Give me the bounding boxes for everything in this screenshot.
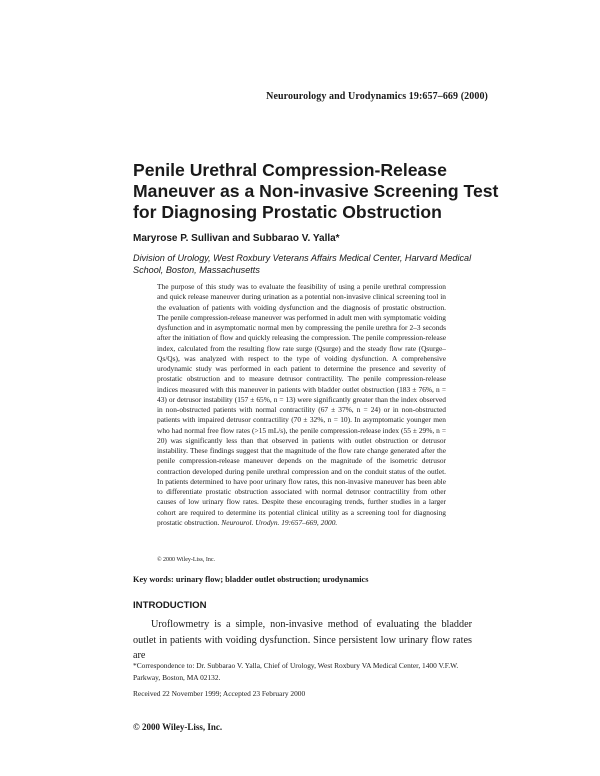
introduction-text: Uroflowmetry is a simple, non-invasive method of evaluating the bladder outlet in patients with voiding dysfunction. Since persistent low urinary flow rates are (133, 619, 472, 661)
abstract (157, 282, 446, 528)
copyright-text: 2000 Wiley-Liss, Inc. (141, 722, 223, 732)
correspondence-footnote: *Correspondence to: Dr. Subbarao V. Yalla, Chief of Urology, West Roxbury VA Medical Center, 1400 V.F.W. Parkway, Boston, MA 02132. (133, 661, 459, 682)
copyright-symbol: © (133, 722, 140, 732)
keywords: Key words: urinary flow; bladder outlet obstruction; urodynamics (133, 575, 369, 584)
journal-reference: Neurourology and Urodynamics 19:657–669 (2000) (266, 91, 488, 102)
received-dates: Received 22 November 1999; Accepted 23 February 2000 (133, 689, 306, 698)
abstract-citation: Neurourol. Urodyn. 19:657–669, 2000. (221, 517, 338, 527)
abstract-body: The purpose of this study was to evaluate the feasibility of using a penile urethral compression and quick release maneuver during urination as a potential non-invasive clinical screening tool in the evaluation of patients with voiding dysfunction and the diagnosis of prostatic obstruction. The penile compression-release maneuver was performed in adult men with symptomatic voiding dysfunction and in asymptomatic normal men by compressing the penile urethra for 2–3 seconds after the initiation of flow and quickly releasing the compression. The penile compression-release index, calculated from the resulting flow rate surge (Qsurge) and the steady flow rate (Qsurge–Qs/Qs), was analyzed with respect to the type of voiding dysfunction. A comprehensive urodynamic study was performed in each patient to determine the presence and severity of prostatic obstruction and to measure detrusor contractility. The penile compression-release indices measured with this maneuver in patients with bladder outlet obstruction (183 ± 76%, n = 43) or detrusor instability (157 ± 65%, n = 13) were significantly greater than the index observed in non-obstructed patients with normal contractility (67 ± 37%, n = 24) or in non-obstructed patients with impaired detrusor contractility (70 ± 32%, n = 10). In asymptomatic younger men who had normal free flow rates (>15 mL/s), the penile compression-release index (55 ± 29%, n = 20) was significantly less than that observed in patients with outlet obstruction or detrusor instability. These findings suggest that the magnitude of the flow rate change generated after the penile compression-release maneuver depends on the magnitude of the isometric detrusor contraction developed during penile urethral compression and on the conduit status of the outlet. In patients determined to have poor urinary flow rates, this non-invasive maneuver has been able to differentiate prostatic obstruction associated with normal detrusor contractility from other causes of low urinary flow rates. Despite these encouraging trends, further studies in a larger cohort are required to determine its potential clinical utility as a screening tool for diagnosing prostatic obstruction. (157, 282, 446, 527)
author-affiliation: Division of Urology, West Roxbury Veterans Affairs Medical Center, Harvard Medical School, Boston, Massachusetts (133, 253, 472, 276)
article-authors: Maryrose P. Sullivan and Subbarao V. Yalla* (133, 233, 340, 244)
introduction-heading: INTRODUCTION (133, 600, 207, 611)
copyright-footer (133, 722, 222, 732)
article-title: Penile Urethral Compression-Release Maneuver as a Non-invasive Screening Test for Diagnosing Prostatic Obstruction (133, 160, 499, 222)
abstract-copyright: © 2000 Wiley-Liss, Inc. (157, 557, 216, 563)
